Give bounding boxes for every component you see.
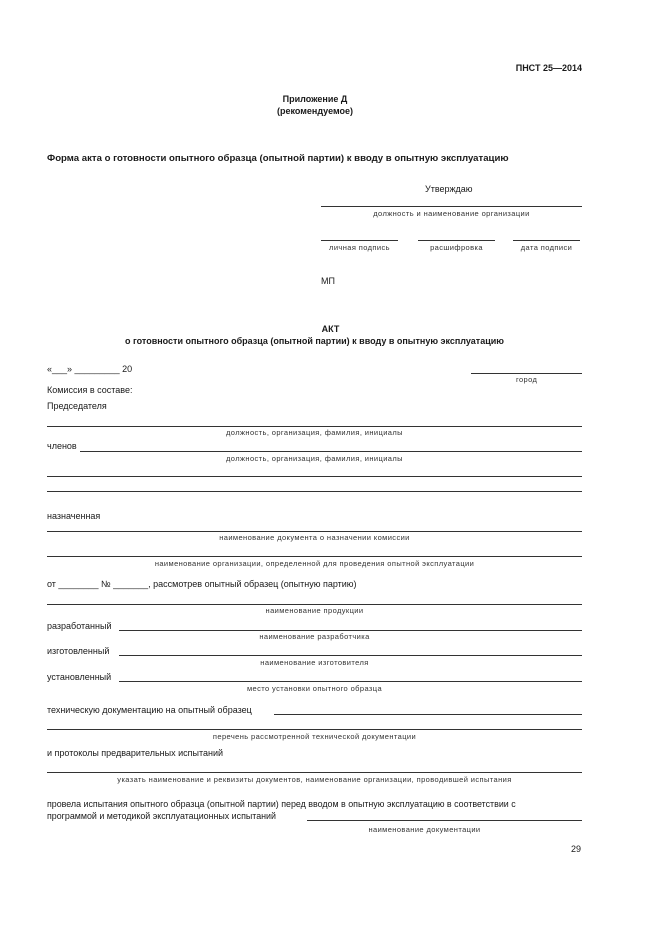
install-line: [119, 681, 582, 682]
approve-label: Утверждаю: [425, 184, 473, 194]
protocols-caption: указать наименование и реквизиты документов, наименование организации, проводившей испытания: [117, 775, 512, 784]
appointed-caption: наименование документа о назначении комиссии: [219, 533, 410, 542]
seal-label: МП: [321, 276, 335, 286]
manufacturer-line: [119, 655, 582, 656]
act-subtitle: о готовности опытного образца (опытной партии) к вводу в опытную эксплуатацию: [125, 336, 504, 346]
members-caption: должность, организация, фамилия, инициалы: [226, 454, 403, 463]
product-caption: наименование продукции: [265, 606, 364, 615]
program-line: [307, 820, 582, 821]
conducted-line-1: провела испытания опытного образца (опытной партии) перед вводом в опытную эксплуатацию в соответствии с: [47, 799, 516, 809]
manufacturer-caption: наименование изготовителя: [260, 658, 369, 667]
conducted-line-2: программой и методикой эксплуатационных испытаний: [47, 811, 276, 821]
position-caption: должность и наименование организации: [373, 209, 530, 218]
techdoc-label: техническую документацию на опытный образец: [47, 705, 252, 715]
document-code: ПНСТ 25—2014: [515, 63, 582, 73]
program-caption: наименование документации: [368, 825, 481, 834]
chairman-label: Председателя: [47, 401, 107, 411]
developer-line: [119, 630, 582, 631]
protocols-line: [47, 772, 582, 773]
from-line: от ________ № _______, рассмотрев опытный образец (опытную партию): [47, 579, 357, 589]
signature-line: [321, 240, 398, 241]
product-line: [47, 604, 582, 605]
org-line: [47, 556, 582, 557]
techdoc-line-2: [47, 729, 582, 730]
members-line-2: [47, 476, 582, 477]
act-title: АКТ: [321, 324, 340, 334]
appointed-label: назначенная: [47, 511, 101, 521]
date-line: [513, 240, 580, 241]
developer-caption: наименование разработчика: [259, 632, 370, 641]
protocols-label: и протоколы предварительных испытаний: [47, 748, 223, 758]
members-line: [80, 451, 582, 452]
installed-label: установленный: [47, 672, 112, 682]
city-line: [471, 373, 582, 374]
chairman-caption: должность, организация, фамилия, инициалы: [226, 428, 403, 437]
appendix-title: Приложение Д: [282, 94, 348, 104]
chairman-line: [47, 426, 582, 427]
commission-label: Комиссия в составе:: [47, 385, 133, 395]
date-caption: дата подписи: [520, 243, 573, 252]
appointed-line: [47, 531, 582, 532]
signature-caption: личная подпись: [329, 243, 390, 252]
manufactured-label: изготовленный: [47, 646, 110, 656]
page-number: 29: [570, 844, 581, 854]
form-title: Форма акта о готовности опытного образца (опытной партии) к вводу в опытную эксплуатацию: [47, 153, 509, 164]
members-label: членов: [47, 441, 77, 451]
appendix-subtitle: (рекомендуемое): [277, 106, 353, 116]
act-date-line: «___» _________ 20: [47, 364, 133, 374]
decoding-caption: расшифровка: [430, 243, 483, 252]
developed-label: разработанный: [47, 621, 112, 631]
techdoc-caption: перечень рассмотренной технической документации: [212, 732, 417, 741]
org-caption: наименование организации, определенной для проведения опытной эксплуатации: [154, 559, 475, 568]
techdoc-line: [274, 714, 582, 715]
install-caption: место установки опытного образца: [246, 684, 383, 693]
members-line-3: [47, 491, 582, 492]
city-caption: город: [516, 375, 538, 384]
decoding-line: [418, 240, 495, 241]
position-line: [321, 206, 582, 207]
